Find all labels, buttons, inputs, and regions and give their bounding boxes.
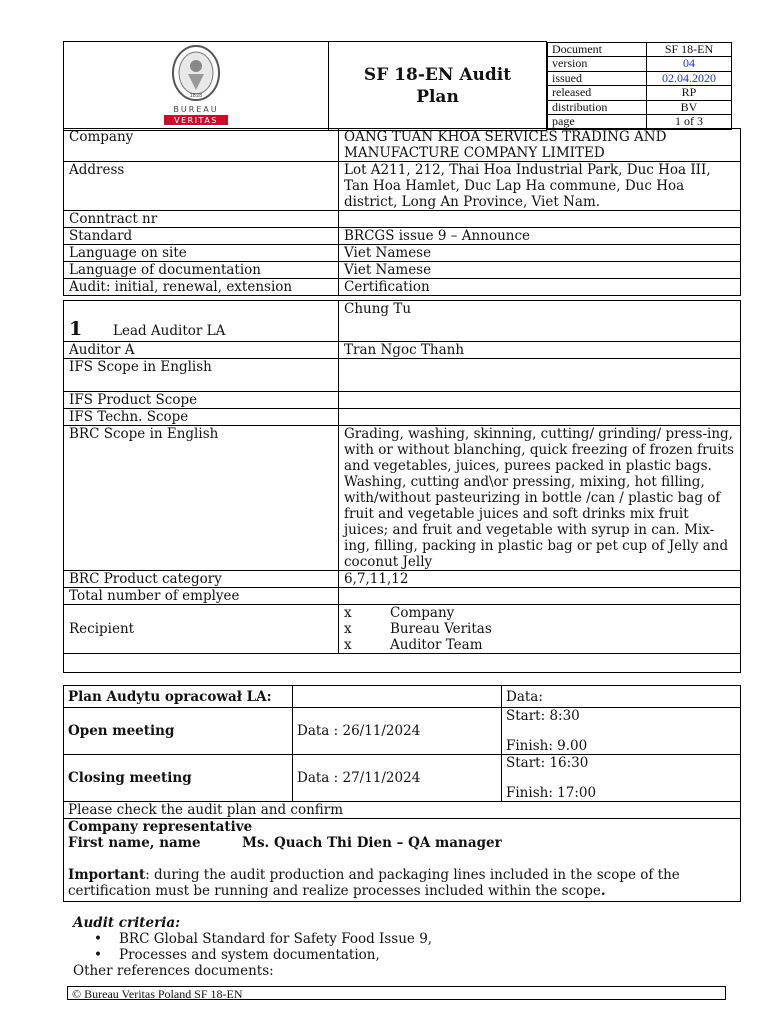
recipient-item: x Company — [344, 605, 455, 621]
document-title — [329, 42, 547, 131]
info-row: Company OANG TUAN KHOA SERVICES TRADING AND MANUFACTURE COMPANY LIMITED — [64, 129, 741, 162]
criteria-item: • Processes and system documentation, — [119, 947, 432, 963]
audit-team-table — [63, 300, 741, 673]
meta-row: Document SF 18-EN — [548, 42, 732, 57]
document-header — [63, 41, 741, 131]
svg-text:1828: 1828 — [189, 93, 203, 99]
meta-cell — [547, 42, 742, 131]
audit-plan-table — [63, 685, 741, 902]
blank-row — [64, 654, 741, 673]
footer: © Bureau Veritas Poland SF 18-EN — [67, 986, 726, 1000]
company-info-table — [63, 128, 741, 296]
lead-auditor-row — [64, 301, 741, 342]
criteria-other: Other references documents: — [73, 963, 274, 979]
representative-name: Ms. Quach Thi Dien – QA manager — [242, 835, 502, 851]
prepared-row: Plan Audytu opracował LA: Data: — [64, 686, 741, 708]
svg-text:VERITAS: VERITAS — [174, 116, 218, 125]
ifs-scope-row: IFS Scope in English — [64, 359, 741, 392]
recipient-row: Recipient x Company x Bureau Veritas x Auditor Team — [64, 605, 741, 654]
ifs-techn-row: IFS Techn. Scope — [64, 409, 741, 426]
info-row: Standard BRCGS issue 9 – Announce — [64, 228, 741, 245]
svg-text:BUREAU: BUREAU — [173, 105, 219, 114]
meta-row: page 1 of 3 — [548, 115, 732, 130]
ifs-product-row: IFS Product Scope — [64, 392, 741, 409]
info-row: Language of documentation Viet Namese — [64, 262, 741, 279]
title-line-2: Plan — [416, 87, 459, 107]
title-line-1: SF 18-EN Audit — [363, 65, 512, 85]
info-row: Address Lot A211, 212, Thai Hoa Industrial Park, Duc Hoa III, Tan Hoa Hamlet, Duc Lap Ha commune, Duc Hoa district, Long An Province, Viet Nam. — [64, 162, 741, 211]
info-row: Audit: initial, renewal, extension Certification — [64, 279, 741, 296]
seal-icon — [160, 42, 232, 126]
closing-meeting-row: Closing meeting Data : 27/11/2024 Start: 16:30 Finish: 17:00 — [64, 755, 741, 802]
meta-row: released RP — [548, 86, 732, 101]
meta-table — [547, 42, 732, 130]
auditor-row: Auditor A Tran Ngoc Thanh — [64, 342, 741, 359]
employee-row: Total number of emplyee — [64, 588, 741, 605]
criteria-title: Audit criteria: — [73, 915, 181, 931]
lead-label: Lead Auditor LA — [113, 323, 226, 339]
lead-number: 1 — [69, 318, 83, 340]
representative-row: Company representative First name, name Ms. Quach Thi Dien – QA manager Important: during the audit production and packaging lines included in the scope of the certification must be running and realize processes included within the scope. — [64, 819, 741, 902]
recipient-item: x Auditor Team — [344, 637, 483, 653]
info-row: Conntract nr — [64, 211, 741, 228]
open-meeting-row: Open meeting Data : 26/11/2024 Start: 8:30 Finish: 9.00 — [64, 708, 741, 755]
meta-row: issued 02.04.2020 — [548, 71, 732, 86]
brc-category-row: BRC Product category 6,7,11,12 — [64, 571, 741, 588]
meta-row: distribution BV — [548, 100, 732, 115]
recipient-item: x Bureau Veritas — [344, 621, 492, 637]
info-row: Language on site Viet Namese — [64, 245, 741, 262]
brc-scope-row: BRC Scope in English Grading, washing, skinning, cutting/ grinding/ press-ing, with or without blanching, quick freezing of frozen fruits and vegetables, juices, purees packed in plastic bags. Washing, cutting and\or pressing, mixing, hot filling, with/without pasteurizing in bottle /can / plastic bag of fruit and vegetable juices and soft drinks mix fruit juices; and fruit and vegetable with syrup in can. Mix-ing, filling, packing in plastic bag or pet cup of Jelly and coconut Jelly — [64, 426, 741, 571]
audit-criteria — [73, 915, 432, 979]
important-note: Important: during the audit production and packaging lines included in the scope of the certification must be running and realize processes included within the scope. — [68, 867, 680, 899]
meta-row: version 04 — [548, 57, 732, 72]
criteria-item: • BRC Global Standard for Safety Food Issue 9, — [119, 931, 432, 947]
check-row: Please check the audit plan and confirm — [64, 802, 741, 819]
lead-value: Chung Tu — [339, 301, 741, 342]
bureau-veritas-logo — [64, 42, 329, 131]
